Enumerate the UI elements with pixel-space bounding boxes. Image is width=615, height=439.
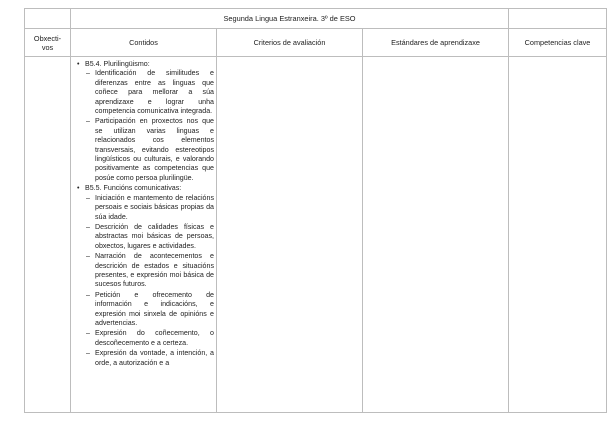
- curriculum-table-page: [24, 8, 606, 413]
- item-text: Expresión da vontade, a intención, a orde, a autorización e a: [95, 349, 214, 367]
- dash-icon: –: [86, 290, 90, 299]
- competences-cell: [509, 57, 607, 413]
- list-item: [85, 117, 214, 183]
- header-row: [25, 29, 607, 57]
- criteria-cell: [217, 57, 363, 413]
- section-item: [74, 184, 214, 368]
- title-blank-cell: [25, 9, 71, 29]
- dash-icon: –: [86, 193, 90, 202]
- curriculum-table: [24, 8, 607, 413]
- dash-icon: –: [86, 252, 90, 261]
- header-standards: Estándares de aprendizaxe: [363, 29, 509, 57]
- header-contents: Contidos: [71, 29, 217, 57]
- dash-icon: –: [86, 222, 90, 231]
- item-text: Petición e ofrecemento de información e indicacións, e expresión moi sinxela de opinións e advertencias.: [95, 290, 214, 327]
- dash-icon: –: [86, 117, 90, 126]
- dash-icon: –: [86, 329, 90, 338]
- item-text: Participación en proxectos nos que se utilizan varias linguas e relacionados cos elementos transversais, evitando estereotipos lingüísticos ou culturais, e valorando positivamente as competencias que posúe como persoa plurilingüe.: [95, 117, 214, 182]
- section-title: B5.5. Funcións comunicativas:: [85, 184, 182, 193]
- bullet-icon: •: [77, 184, 80, 193]
- title-row: [25, 9, 607, 29]
- list-item: [85, 291, 214, 329]
- section-list: [74, 60, 214, 368]
- list-item: [85, 252, 214, 290]
- list-item: [85, 194, 214, 222]
- item-text: Descrición de calidades físicas e abstractas moi básicas de persoas, obxectos, lugares e actividades.: [95, 222, 214, 250]
- item-text: Narración de acontecementos e descrición de estados e situacións presentes, e expresión moi básica de sucesos futuros.: [95, 252, 214, 289]
- item-list: [85, 194, 214, 368]
- list-item: [85, 69, 214, 116]
- contents-clip: [74, 60, 214, 409]
- dash-icon: –: [86, 69, 90, 78]
- body-row: [25, 57, 607, 413]
- dash-icon: –: [86, 349, 90, 358]
- header-objectives: Obxecti- vos: [25, 29, 71, 57]
- table-title: Segunda Lingua Estranxeira. 3º de ESO: [71, 9, 509, 29]
- objectives-cell: [25, 57, 71, 413]
- section-title: B5.4. Plurilingüismo:: [85, 60, 150, 68]
- section-item: [74, 60, 214, 183]
- item-text: Expresión do coñecemento, o descoñecemento e a certeza.: [95, 329, 214, 347]
- header-competences: Competencias clave: [509, 29, 607, 57]
- bullet-icon: •: [77, 60, 80, 68]
- list-item: [85, 329, 214, 348]
- contents-cell: [71, 57, 217, 413]
- item-text: Iniciación e mantemento de relacións persoais e sociais básicas propias da súa idade.: [95, 193, 214, 221]
- list-item: [85, 223, 214, 251]
- item-list: [85, 69, 214, 183]
- header-criteria: Criterios de avaliación: [217, 29, 363, 57]
- title-blank-cell-right: [509, 9, 607, 29]
- item-text: Identificación de similitudes e diferenzas entre as linguas que coñece para mellorar a súa aprendizaxe e lograr unha competencia comunicativa integrada.: [95, 69, 214, 116]
- list-item: [85, 349, 214, 368]
- standards-cell: [363, 57, 509, 413]
